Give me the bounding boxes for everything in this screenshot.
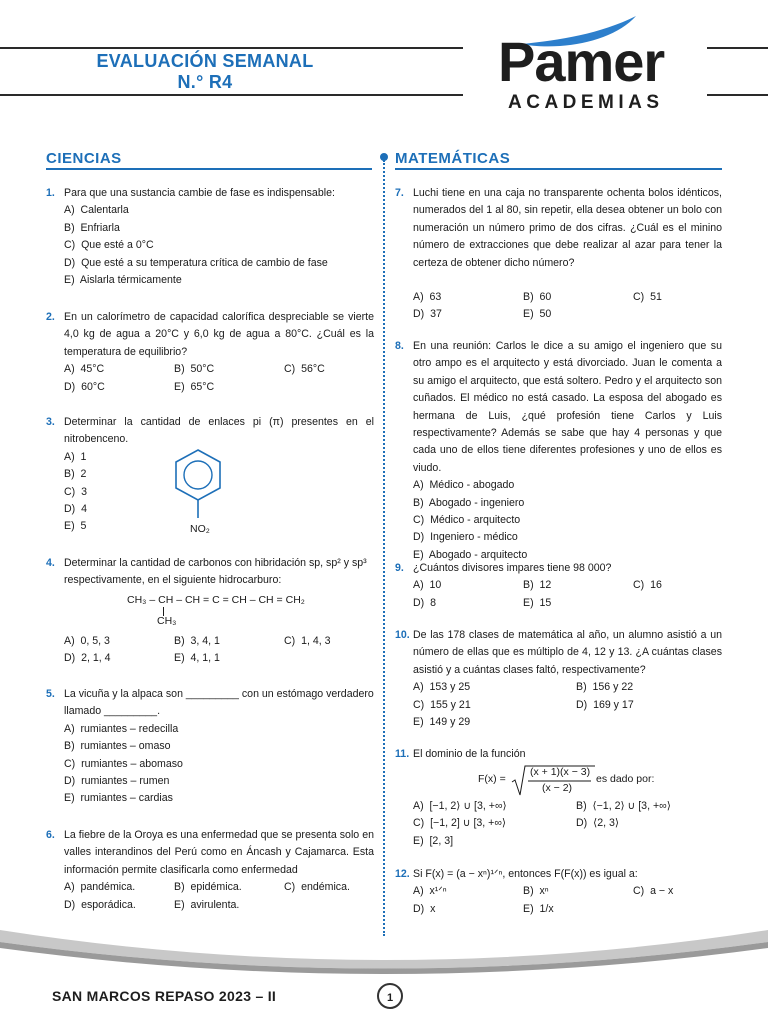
question-number: 11. [395, 748, 410, 760]
question-stem: La vicuña y la alpaca son _________ con un estómago verdadero llamado _________. [64, 688, 374, 718]
formula-lhs: F(x) = [478, 773, 506, 785]
question-number: 7. [395, 187, 404, 199]
option-b[interactable]: B) 2 [64, 468, 87, 481]
question-stem: En una reunión: Carlos le dice a su amigo el ingeniero que su otro ampo es el arquitecto y está divorciado. Juan le comenta a su amigo el arquitecto, que está soltero. Pedro y el arquitecto son cuñados. El médico no está casado. La esposa del abogado es hermana de Luis, ¿qué profesión tiene Carlos y Luis respectivamente? Además se sabe que hay 4 personas y que cada uno de ellos tiene diferentes profesiones y uno de ellos es viudo. [413, 340, 722, 474]
option-a[interactable]: A) [−1, 2⟩ ∪ [3, +∞⟩ [413, 800, 507, 812]
question-number: 2. [46, 311, 55, 323]
option-a[interactable]: A) 153 y 25 [413, 681, 471, 694]
logo-wordmark: Pamer [498, 30, 665, 93]
option-a[interactable]: A) pandémica. [64, 881, 136, 894]
question-stem: En un calorímetro de capacidad calorífica despreciable se vierte 4,0 kg de agua a 20°C y 6,0 kg de agua a 80°C. ¿Cuál es la temperatura de equilibrio? [64, 311, 374, 358]
option-a[interactable]: A) rumiantes – redecilla [64, 722, 179, 735]
option-b[interactable]: B) 156 y 22 [576, 681, 634, 694]
option-b[interactable]: B) 50°C [174, 363, 215, 376]
question-stem: El dominio de la función [413, 748, 526, 760]
column-divider [383, 160, 385, 936]
option-a[interactable]: A) x¹ᐟⁿ [413, 885, 447, 898]
question-8 [395, 338, 722, 564]
option-d[interactable]: D) Ingeniero - médico [413, 531, 518, 544]
option-a[interactable]: A) 45°C [64, 363, 105, 376]
option-d[interactable]: D) 60°C [64, 380, 105, 393]
question-4 [46, 555, 374, 590]
nitro-group-label: NO₂ [190, 523, 210, 535]
formula-rhs: es dado por: [596, 773, 655, 785]
option-e[interactable]: E) Abogado - arquitecto [413, 548, 528, 561]
question-number: 4. [46, 557, 55, 569]
option-d[interactable]: D) rumiantes – rumen [64, 775, 170, 788]
section-ciencias: CIENCIAS [46, 150, 122, 167]
option-c[interactable]: C) [−1, 2] ∪ [3, +∞⟩ [413, 817, 507, 830]
question-1 [46, 185, 374, 289]
option-c[interactable]: C) Que esté a 0°C [64, 239, 154, 252]
question-number: 9. [395, 562, 404, 574]
option-a[interactable]: A) Calentarla [64, 204, 129, 217]
hydrocarbon-branch: CH₃ [157, 615, 177, 627]
question-number: 5. [46, 688, 55, 700]
option-e[interactable]: E) [2, 3] [413, 834, 454, 847]
option-e[interactable]: E) rumiantes – cardias [64, 792, 173, 805]
option-d[interactable]: D) 37 [413, 308, 442, 321]
option-b[interactable]: B) 3, 4, 1 [174, 635, 220, 647]
option-e[interactable]: E) 15 [523, 596, 552, 609]
option-e[interactable]: E) 50 [523, 308, 552, 321]
option-c[interactable]: C) 51 [633, 291, 662, 304]
domain-function-formula [478, 764, 708, 798]
footer-wave-decoration [0, 920, 768, 980]
logo-subtitle: ACADEMIAS [508, 92, 664, 113]
option-c[interactable]: C) endémica. [284, 881, 350, 894]
evaluation-number: N.° R4 [177, 72, 233, 92]
option-b[interactable]: B) xⁿ [523, 885, 549, 898]
question-number: 10. [395, 629, 410, 641]
option-d[interactable]: D) esporádica. [64, 898, 136, 911]
question-number: 8. [395, 340, 404, 352]
option-a[interactable]: A) 10 [413, 579, 442, 592]
option-d[interactable]: D) ⟨2, 3⟩ [576, 817, 620, 830]
question-11-options [395, 798, 722, 850]
question-6 [46, 827, 374, 914]
question-stem: ¿Cuántos divisores impares tiene 98 000? [413, 562, 612, 574]
section-matematicas-rule [395, 168, 722, 170]
header-rule-right-top [707, 47, 768, 49]
hydrocarbon-formula: CH₃ – CH – CH = C = CH – CH = CH₂ [127, 594, 305, 606]
option-c[interactable]: C) 155 y 21 [413, 698, 471, 711]
option-c[interactable]: C) a − x [633, 885, 674, 898]
question-7 [395, 185, 722, 324]
option-e[interactable]: E) avirulenta. [174, 898, 240, 911]
option-a[interactable]: A) 0, 5, 3 [64, 635, 110, 647]
option-d[interactable]: D) Que esté a su temperatura crítica de cambio de fase [64, 256, 328, 269]
footer-title: SAN MARCOS REPASO 2023 – II [52, 988, 277, 1004]
option-e[interactable]: E) Aislarla térmicamente [64, 274, 182, 287]
section-matematicas: MATEMÁTICAS [395, 150, 511, 167]
question-2 [46, 309, 374, 396]
section-ciencias-rule [46, 168, 372, 170]
question-stem: Para que una sustancia cambie de fase es indispensable: [64, 187, 335, 199]
option-e[interactable]: E) 1/x [523, 902, 554, 915]
question-10 [395, 627, 722, 731]
nitrobenzene-structure-icon [170, 448, 226, 528]
option-c[interactable]: C) rumiantes – abomaso [64, 757, 183, 770]
option-a[interactable]: A) Médico - abogado [413, 479, 515, 492]
option-b[interactable]: B) ⟨−1, 2⟩ ∪ [3, +∞⟩ [576, 800, 671, 812]
question-stem: La fiebre de la Oroya es una enfermedad que se presenta solo en valles interandinos del Perú como en Áncash y Cajamarca. Esta información permite clasificarla como enfermedad [64, 829, 374, 876]
option-a[interactable]: A) 1 [64, 450, 87, 463]
option-d[interactable]: D) 2, 1, 4 [64, 652, 111, 665]
option-c[interactable]: C) 16 [633, 579, 662, 592]
option-d[interactable]: D) 169 y 17 [576, 698, 634, 711]
option-e[interactable]: E) 149 y 29 [413, 716, 471, 729]
option-e[interactable]: E) 4, 1, 1 [174, 652, 220, 665]
header-rule-left-bottom [0, 94, 463, 96]
option-b[interactable]: B) Enfriarla [64, 221, 120, 234]
option-d[interactable]: D) 8 [413, 596, 436, 609]
option-c[interactable]: C) Médico - arquitecto [413, 514, 521, 527]
option-c[interactable]: C) 1, 4, 3 [284, 635, 331, 647]
option-e[interactable]: E) 5 [64, 520, 87, 533]
question-number: 6. [46, 829, 55, 841]
header-rule-left-top [0, 47, 463, 49]
question-11 [395, 746, 722, 763]
question-number: 3. [46, 416, 55, 428]
option-d[interactable]: D) 4 [64, 503, 87, 516]
option-c[interactable]: C) 56°C [284, 363, 325, 376]
option-c[interactable]: C) 3 [64, 485, 87, 498]
question-number: 1. [46, 187, 55, 199]
question-stem: De las 178 clases de matemática al año, un alumno asistió a un número de ellas que es múltiplo de 4, 12 y 13. ¿A cuántas clases asistió y a cuántas clases faltó, respectivamente? [413, 629, 722, 676]
question-stem: Determinar la cantidad de carbonos con hibridación sp, sp² y sp³ respectivamente, en el siguiente hidrocarburo: [64, 557, 367, 587]
option-b[interactable]: B) 12 [523, 579, 552, 592]
option-b[interactable]: B) 60 [523, 291, 552, 304]
question-number: 12. [395, 868, 410, 880]
formula-numerator: (x + 1)(x − 3) [530, 766, 591, 778]
header-rule-right-bottom [707, 94, 768, 96]
option-d[interactable]: D) x [413, 902, 436, 915]
question-5 [46, 686, 374, 808]
question-stem: Luchi tiene en una caja no transparente ochenta bolos idénticos, numerados del 1 al 80, sin repetir, ella desea obtener un bolo con numeración un número primo de dos cifras. ¿Cuál es el minino número de extracciones que debe realizar al azar para tener la certeza de obtener dicho número? [413, 187, 722, 269]
page-number: 1 [377, 983, 403, 1009]
question-stem: Determinar la cantidad de enlaces pi (π) presentes en el nitrobenceno. [64, 416, 374, 446]
question-stem: Si F(x) = (a − xⁿ)¹ᐟⁿ, entonces F(F(x)) es igual a: [413, 868, 638, 880]
option-b[interactable]: B) Abogado - ingeniero [413, 496, 525, 509]
question-4-options [46, 633, 374, 668]
option-b[interactable]: B) rumiantes – omaso [64, 740, 171, 753]
option-a[interactable]: A) 63 [413, 291, 442, 304]
formula-denominator: (x − 2) [542, 782, 573, 794]
option-b[interactable]: B) epidémica. [174, 881, 242, 894]
question-9 [395, 560, 722, 612]
evaluation-title: EVALUACIÓN SEMANAL [96, 51, 314, 71]
option-e[interactable]: E) 65°C [174, 380, 215, 393]
question-12 [395, 866, 722, 918]
